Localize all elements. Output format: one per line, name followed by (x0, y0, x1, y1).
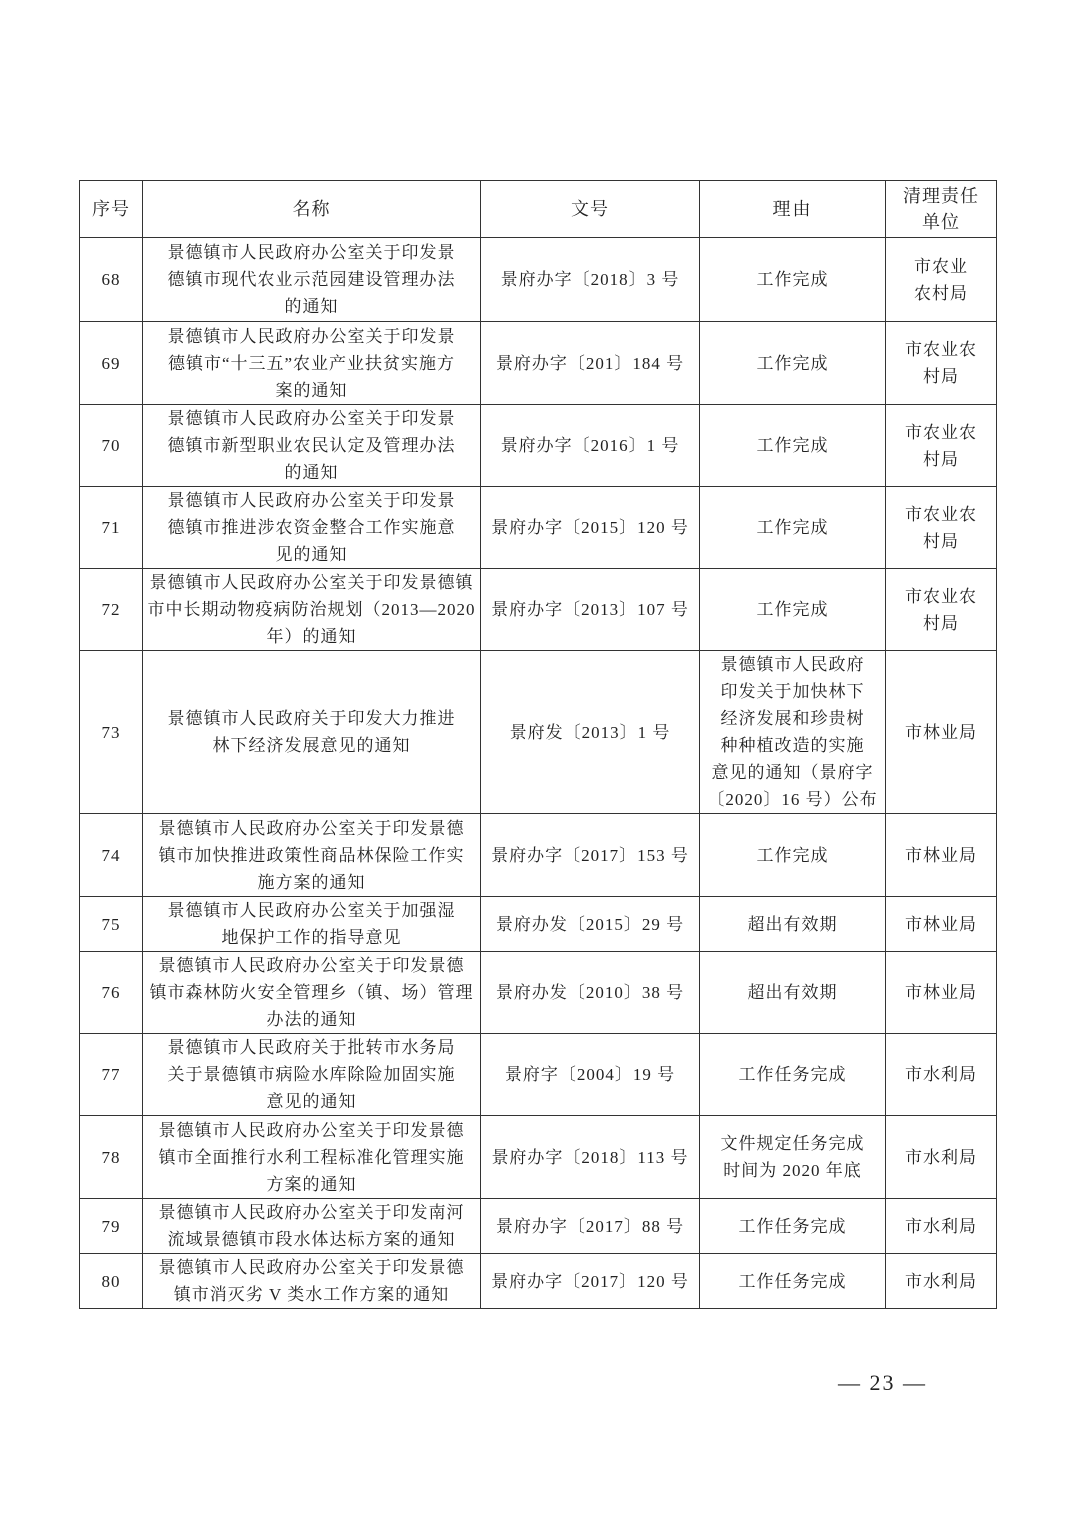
responsible-unit: 市农业农 村局 (886, 487, 997, 569)
document-number: 景府办字〔2018〕113 号 (481, 1116, 700, 1199)
document-table (79, 180, 997, 1309)
row-number: 68 (80, 238, 143, 322)
reason: 工作完成 (700, 322, 886, 405)
reason: 工作任务完成 (700, 1254, 886, 1309)
table-row (80, 1034, 997, 1116)
row-number: 79 (80, 1199, 143, 1254)
row-number: 80 (80, 1254, 143, 1309)
reason: 工作完成 (700, 487, 886, 569)
table-row (80, 1116, 997, 1199)
table-row (80, 814, 997, 897)
responsible-unit: 市水利局 (886, 1254, 997, 1309)
reason: 工作完成 (700, 814, 886, 897)
document-name: 景德镇市人民政府办公室关于印发景 德镇市新型职业农民认定及管理办法 的通知 (143, 405, 481, 487)
document-name: 景德镇市人民政府关于批转市水务局 关于景德镇市病险水库除险加固实施 意见的通知 (143, 1034, 481, 1116)
responsible-unit: 市林业局 (886, 897, 997, 952)
row-number: 69 (80, 322, 143, 405)
document-number: 景府办发〔2010〕38 号 (481, 952, 700, 1034)
document-number: 景府办发〔2015〕29 号 (481, 897, 700, 952)
responsible-unit: 市水利局 (886, 1116, 997, 1199)
row-number: 76 (80, 952, 143, 1034)
document-name: 景德镇市人民政府办公室关于印发景德 镇市加快推进政策性商品林保险工作实 施方案的通知 (143, 814, 481, 897)
reason: 景德镇市人民政府 印发关于加快林下 经济发展和珍贵树 种种植改造的实施 意见的通知（景府字 〔2020〕16 号）公布 (700, 651, 886, 814)
reason: 工作任务完成 (700, 1034, 886, 1116)
header-no: 序号 (80, 181, 143, 238)
reason: 工作任务完成 (700, 1199, 886, 1254)
row-number: 75 (80, 897, 143, 952)
reason: 超出有效期 (700, 952, 886, 1034)
document-name: 景德镇市人民政府办公室关于印发景 德镇市推进涉农资金整合工作实施意 见的通知 (143, 487, 481, 569)
table-row (80, 322, 997, 405)
reason: 文件规定任务完成 时间为 2020 年底 (700, 1116, 886, 1199)
document-number: 景府发〔2013〕1 号 (481, 651, 700, 814)
reason: 超出有效期 (700, 897, 886, 952)
header-name: 名称 (143, 181, 481, 238)
document-number: 景府办字〔2017〕88 号 (481, 1199, 700, 1254)
table-row (80, 897, 997, 952)
table-row (80, 651, 997, 814)
document-name: 景德镇市人民政府办公室关于印发南河 流域景德镇市段水体达标方案的通知 (143, 1199, 481, 1254)
reason: 工作完成 (700, 238, 886, 322)
responsible-unit: 市农业农 村局 (886, 405, 997, 487)
page-number: — 23 — (838, 1370, 927, 1395)
document-number: 景府办字〔2018〕3 号 (481, 238, 700, 322)
document-number: 景府办字〔201〕184 号 (481, 322, 700, 405)
responsible-unit: 市水利局 (886, 1199, 997, 1254)
row-number: 74 (80, 814, 143, 897)
table-row (80, 487, 997, 569)
document-name: 景德镇市人民政府办公室关于印发景德 镇市消灭劣 V 类水工作方案的通知 (143, 1254, 481, 1309)
document-name: 景德镇市人民政府办公室关于印发景德镇 市中长期动物疫病防治规划（2013—2020 年）的通知 (143, 569, 481, 651)
responsible-unit: 市农业农 村局 (886, 322, 997, 405)
responsible-unit: 市林业局 (886, 814, 997, 897)
document-name: 景德镇市人民政府办公室关于印发景德 镇市森林防火安全管理乡（镇、场）管理 办法的通知 (143, 952, 481, 1034)
document-name: 景德镇市人民政府办公室关于印发景德 镇市全面推行水利工程标准化管理实施 方案的通知 (143, 1116, 481, 1199)
row-number: 70 (80, 405, 143, 487)
responsible-unit: 市农业 农村局 (886, 238, 997, 322)
reason: 工作完成 (700, 569, 886, 651)
row-number: 73 (80, 651, 143, 814)
responsible-unit: 市水利局 (886, 1034, 997, 1116)
document-name: 景德镇市人民政府办公室关于印发景 德镇市“十三五”农业产业扶贫实施方 案的通知 (143, 322, 481, 405)
document-number: 景府字〔2004〕19 号 (481, 1034, 700, 1116)
table-row (80, 952, 997, 1034)
document-number: 景府办字〔2015〕120 号 (481, 487, 700, 569)
responsible-unit: 市农业农 村局 (886, 569, 997, 651)
row-number: 77 (80, 1034, 143, 1116)
row-number: 78 (80, 1116, 143, 1199)
document-name: 景德镇市人民政府关于印发大力推进 林下经济发展意见的通知 (143, 651, 481, 814)
table-row (80, 1199, 997, 1254)
table-row (80, 238, 997, 322)
table-row (80, 569, 997, 651)
row-number: 72 (80, 569, 143, 651)
document-name: 景德镇市人民政府办公室关于印发景 德镇市现代农业示范园建设管理办法 的通知 (143, 238, 481, 322)
header-unit: 清理责任 单位 (886, 181, 997, 238)
reason: 工作完成 (700, 405, 886, 487)
table-row (80, 405, 997, 487)
header-doc-number: 文号 (481, 181, 700, 238)
document-number: 景府办字〔2013〕107 号 (481, 569, 700, 651)
header-reason: 理由 (700, 181, 886, 238)
row-number: 71 (80, 487, 143, 569)
table-header-row (80, 181, 997, 238)
table-row (80, 1254, 997, 1309)
document-number: 景府办字〔2016〕1 号 (481, 405, 700, 487)
document-name: 景德镇市人民政府办公室关于加强湿 地保护工作的指导意见 (143, 897, 481, 952)
responsible-unit: 市林业局 (886, 952, 997, 1034)
document-number: 景府办字〔2017〕153 号 (481, 814, 700, 897)
responsible-unit: 市林业局 (886, 651, 997, 814)
document-number: 景府办字〔2017〕120 号 (481, 1254, 700, 1309)
